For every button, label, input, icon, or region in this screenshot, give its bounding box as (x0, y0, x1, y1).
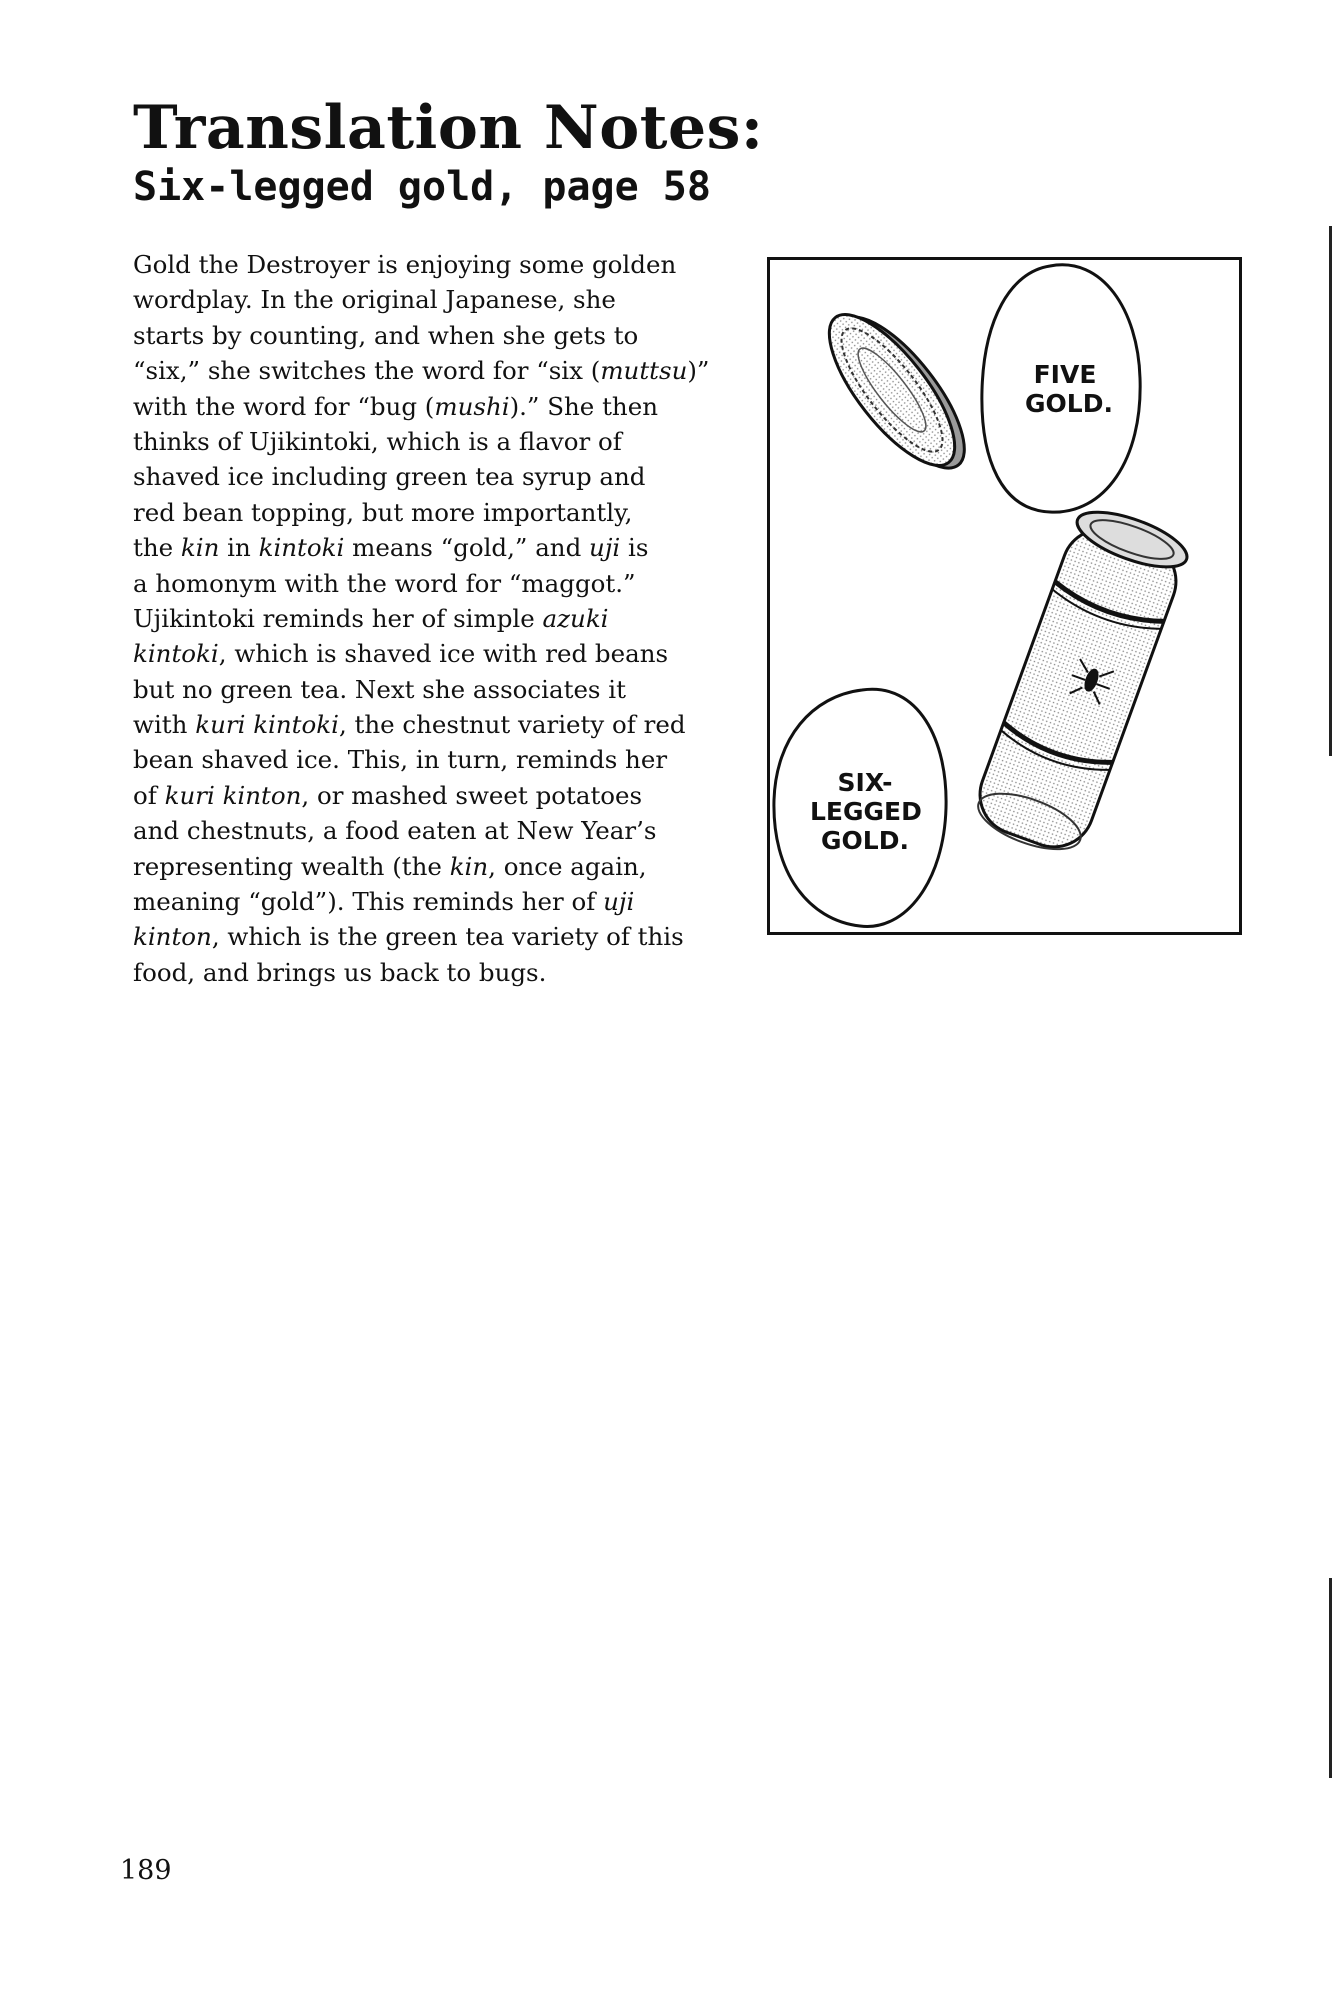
manga-panel (767, 257, 1242, 935)
italic-term: azuki (542, 603, 609, 633)
body-line (133, 849, 753, 884)
text-run: with (133, 710, 196, 740)
text-run: meaning “gold”). This reminds her of (133, 887, 604, 917)
italic-term: kuri kinton (164, 780, 302, 810)
balloon-text-five-gold (1025, 360, 1113, 418)
text-run: a homonym with the word for “maggot.” (133, 568, 636, 598)
body-line (133, 566, 753, 601)
body-line (133, 778, 753, 813)
body-line (133, 919, 753, 954)
text-run: Ujikintoki reminds her of simple (133, 603, 543, 633)
text-run: , the chestnut variety of red (338, 710, 686, 740)
coin-drawing (809, 293, 986, 490)
text-run: , or mashed sweet potatoes (301, 780, 643, 810)
text-run: but no green tea. Next she associates it (133, 674, 626, 704)
italic-term: muttsu (600, 356, 688, 386)
text-run: , which is shaved ice with red beans (218, 639, 669, 669)
page-title: Translation Notes: (133, 93, 764, 163)
text-run: is (620, 533, 649, 563)
balloon-1-line-1: FIVE (1033, 360, 1097, 389)
note-body (133, 247, 753, 990)
text-run: shaved ice including green tea syrup and (133, 462, 646, 492)
text-run: thinks of Ujikintoki, which is a flavor of (133, 426, 622, 456)
body-line (133, 601, 753, 636)
balloon-2-line-3: GOLD. (821, 826, 909, 855)
text-run: representing wealth (the (133, 851, 450, 881)
text-run: Gold the Destroyer is enjoying some golden (133, 250, 677, 279)
text-run: of (133, 780, 165, 810)
text-run: wordplay. In the original Japanese, she (133, 285, 616, 315)
note-subtitle: Six-legged gold, page 58 (133, 164, 711, 210)
italic-term: kuri kintoki (195, 710, 339, 740)
edge-mark-bottom (1329, 1578, 1332, 1778)
body-line (133, 707, 753, 742)
text-run: in (219, 533, 259, 563)
bottle-drawing (967, 501, 1193, 862)
italic-term: kin (180, 533, 220, 563)
italic-term: mushi (434, 391, 510, 421)
body-line (133, 389, 753, 424)
balloon-2-line-1: SIX- (837, 768, 893, 797)
italic-term: kintoki (133, 639, 219, 669)
text-run: )” (687, 356, 710, 386)
text-run: ).” She then (509, 391, 658, 421)
text-run: starts by counting, and when she gets to (133, 320, 639, 350)
text-run: red bean topping, but more importantly, (133, 497, 633, 527)
italic-term: kintoki (258, 533, 345, 563)
body-line (133, 424, 753, 459)
body-line (133, 884, 753, 919)
body-line (133, 672, 753, 707)
italic-term: kin (449, 851, 489, 881)
italic-term: uji (603, 887, 635, 917)
text-run: with the word for “bug ( (133, 391, 435, 421)
italic-term: kinton (133, 922, 212, 952)
body-line (133, 459, 753, 494)
balloon-1-line-2: GOLD. (1025, 389, 1113, 418)
text-run: means “gold,” and (344, 533, 590, 563)
text-run: and chestnuts, a food eaten at New Year’s (133, 816, 657, 846)
page-number: 189 (120, 1855, 172, 1886)
body-line (133, 247, 753, 282)
body-line (133, 353, 753, 388)
body-line (133, 813, 753, 848)
body-line (133, 282, 753, 317)
edge-mark-top (1329, 226, 1332, 756)
body-line (133, 530, 753, 565)
body-line (133, 495, 753, 530)
text-run: , once again, (488, 851, 647, 881)
text-run: , which is the green tea variety of this (211, 922, 684, 952)
body-line (133, 742, 753, 777)
text-run: bean shaved ice. This, in turn, reminds her (133, 745, 668, 775)
body-line (133, 318, 753, 353)
text-run: “six,” she switches the word for “six ( (133, 356, 601, 386)
text-run: the (133, 533, 181, 563)
text-run: food, and brings us back to bugs. (133, 957, 547, 987)
balloon-2-line-2: LEGGED (810, 797, 922, 826)
italic-term: uji (589, 533, 621, 563)
body-line (133, 955, 753, 990)
body-line (133, 636, 753, 671)
balloon-text-six-legged-gold (810, 768, 920, 855)
